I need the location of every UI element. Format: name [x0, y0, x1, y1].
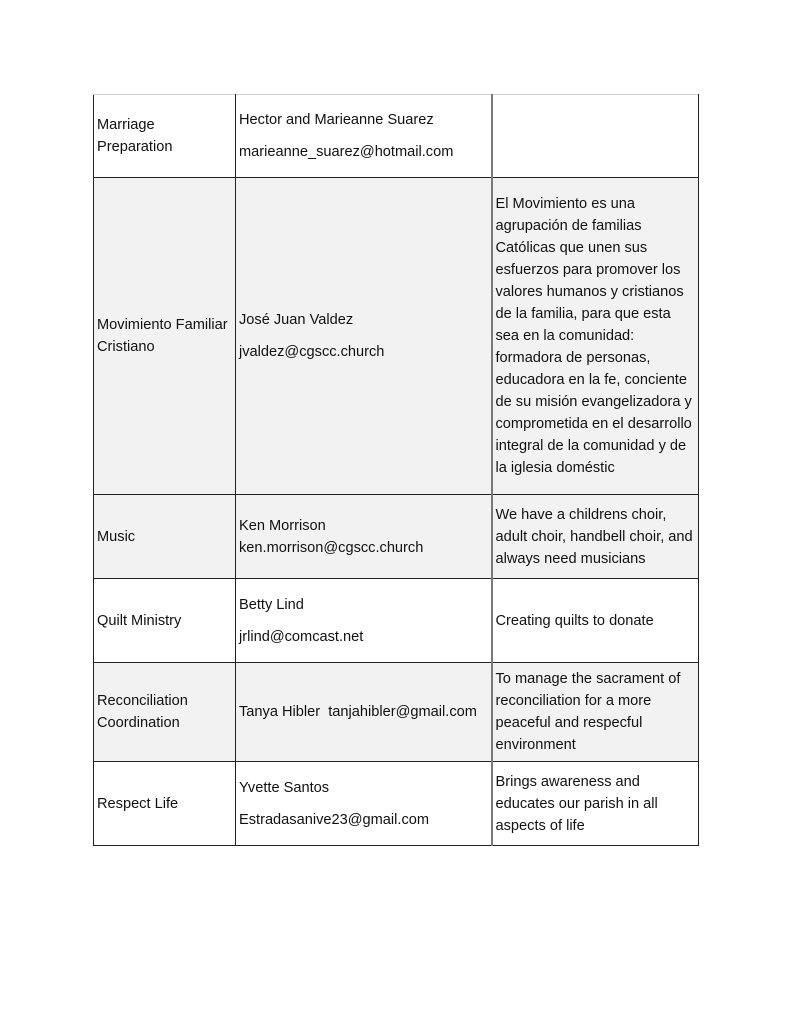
contact-cell	[236, 495, 492, 579]
contact-email: jvaldez@cgscc.church	[239, 344, 385, 360]
ministry-name: Respect Life	[97, 795, 179, 812]
description-cell	[492, 663, 699, 762]
contact-cell	[236, 95, 492, 178]
table-row	[94, 95, 699, 178]
ministry-description: Brings awareness and educates our parish in all aspects of life	[495, 773, 658, 834]
ministry-name-cell	[94, 178, 236, 495]
contact-email: jrlind@comcast.net	[239, 628, 364, 645]
description-cell	[492, 579, 699, 663]
contact-cell	[236, 178, 492, 495]
ministry-name-cell	[94, 579, 236, 663]
contact-name: Ken Morrison	[239, 517, 326, 534]
table-row	[94, 495, 699, 579]
contact-name: Yvette Santos	[239, 779, 330, 796]
contact-name: Tanya Hibler	[239, 704, 321, 720]
contact-name: José Juan Valdez	[239, 312, 354, 328]
contact-email: tanjahibler@gmail.com	[328, 704, 477, 720]
contact-email: Estradasanive23@gmail.com	[239, 811, 430, 828]
description-cell	[492, 495, 699, 579]
ministry-name: Music	[97, 528, 136, 545]
description-cell	[492, 762, 699, 846]
contact-cell	[236, 579, 492, 663]
ministry-name: Quilt Ministry	[97, 612, 182, 629]
table-row	[94, 178, 699, 495]
ministry-description: Creating quilts to donate	[495, 612, 654, 629]
table-row	[94, 762, 699, 846]
contact-cell	[236, 762, 492, 846]
ministry-name-cell	[94, 663, 236, 762]
ministry-name: Movimiento Familiar Cristiano	[97, 317, 228, 355]
ministry-description: We have a childrens choir, adult choir, handbell choir, and always need musicians	[495, 506, 693, 567]
ministry-name-cell	[94, 762, 236, 846]
ministry-description: To manage the sacrament of reconciliation for a more peaceful and respecful environment	[495, 671, 681, 753]
description-cell	[492, 95, 699, 178]
ministry-description: El Movimiento es una agrupación de familias Católicas que unen sus esfuerzos para promover los valores humanos y cristianos de la familia, para que esta sea en la comunidad: formadora de personas, educadora en la fe, conciente de su misión evangelizadora y comprometida en el desarrollo integral de la comunidad y de la iglesia doméstic	[495, 196, 692, 476]
contact-name: Betty Lind	[239, 596, 304, 613]
table-row	[94, 663, 699, 762]
contact-email: marieanne_suarez@hotmail.com	[239, 144, 454, 160]
ministry-name: Reconciliation Coordination	[97, 693, 188, 731]
contact-name: Hector and Marieanne Suarez	[239, 112, 434, 128]
contact-email: ken.morrison@cgscc.church	[239, 539, 424, 556]
ministry-contact-table	[93, 94, 699, 846]
ministry-name-cell	[94, 495, 236, 579]
contact-cell	[236, 663, 492, 762]
table-row	[94, 579, 699, 663]
ministry-name-cell	[94, 95, 236, 178]
ministry-name: Marriage Preparation	[97, 117, 173, 155]
description-cell	[492, 178, 699, 495]
